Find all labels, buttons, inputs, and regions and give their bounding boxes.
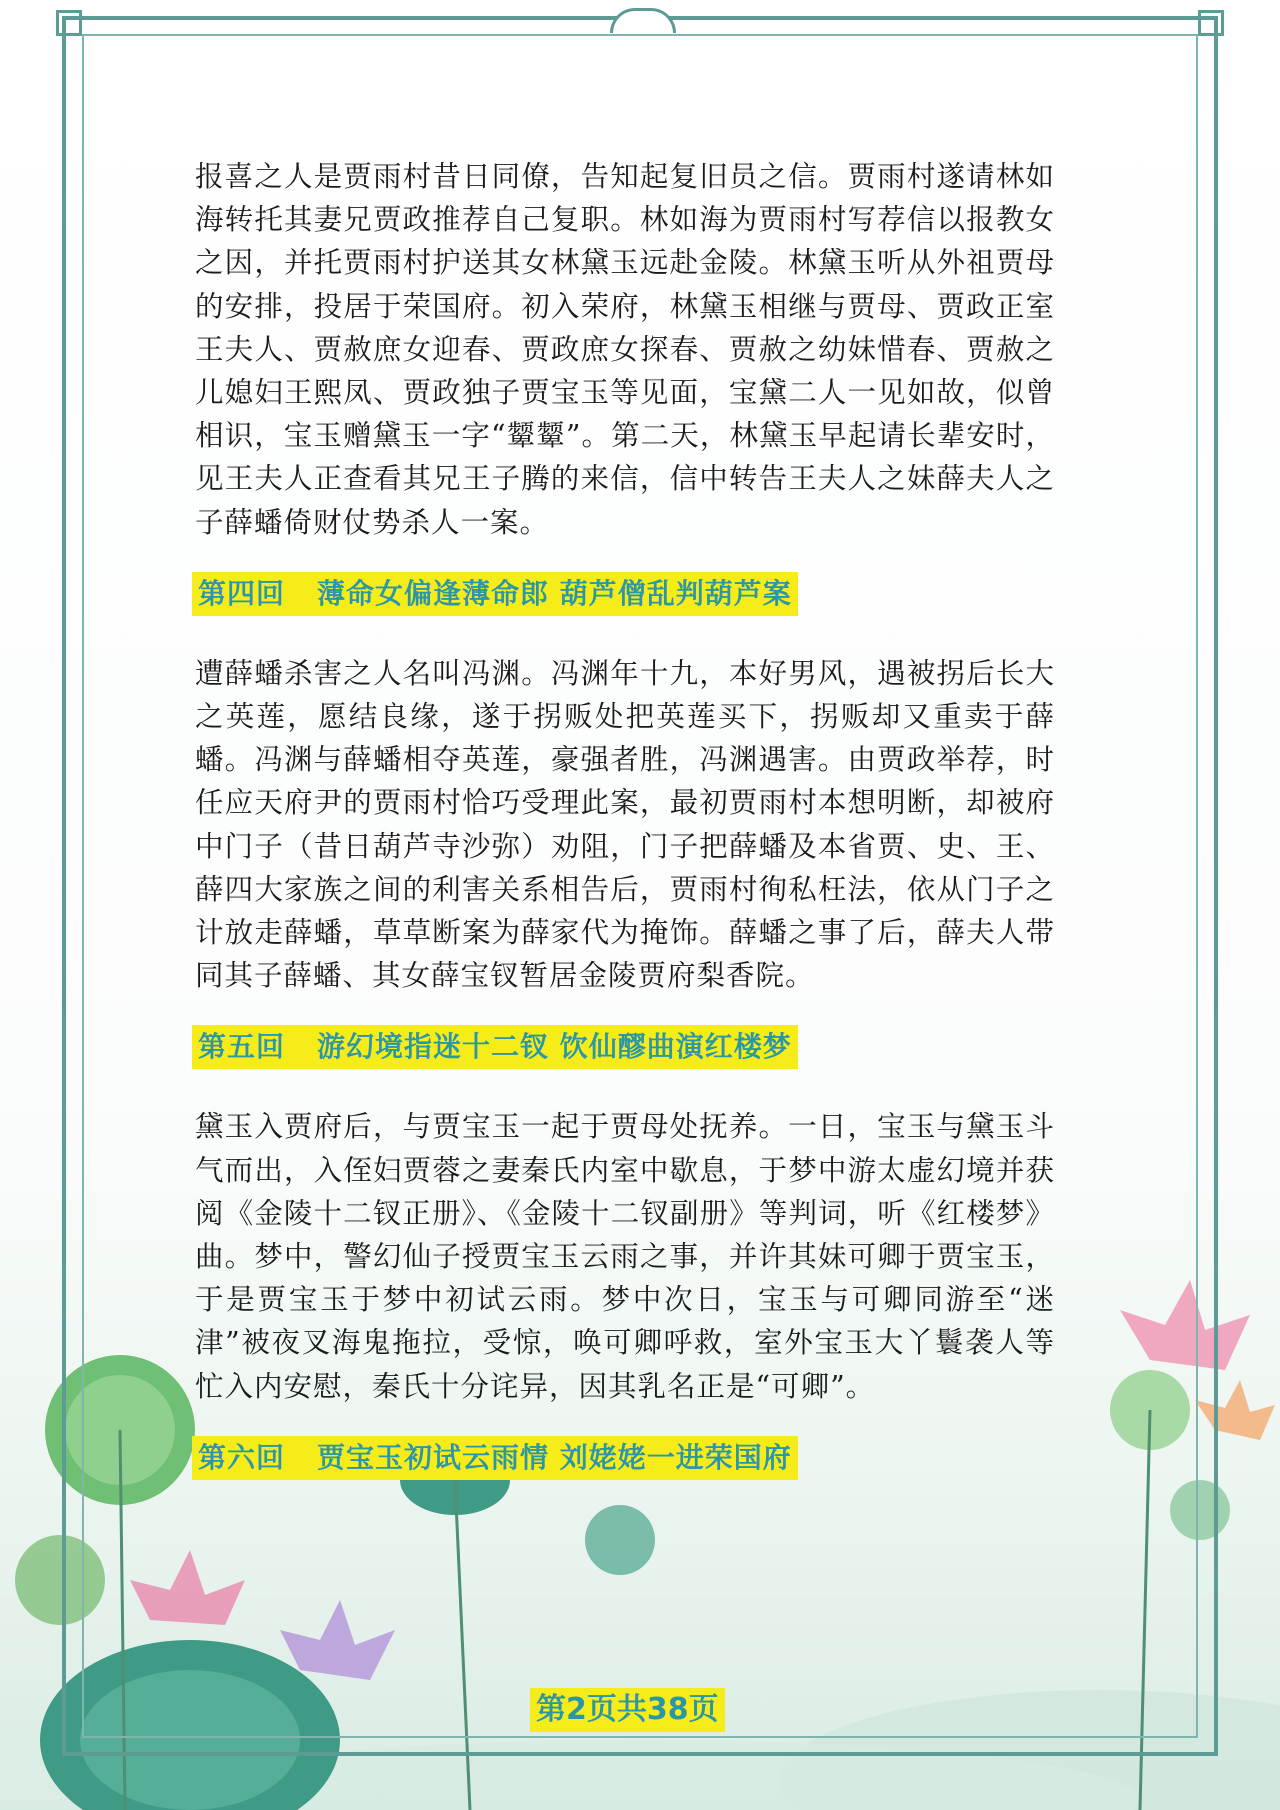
chapter-heading-row [192, 1025, 1055, 1069]
chapter-heading [192, 1025, 798, 1069]
corner-ornament [56, 10, 82, 36]
chapter-title: 贾宝玉初试云雨情 刘姥姥一进荣国府 [317, 1440, 792, 1474]
chapter-heading-row [192, 1436, 1055, 1480]
chapter-number: 第五回 [198, 1030, 286, 1064]
chapter-heading [192, 572, 798, 616]
chapter-heading [192, 1436, 798, 1480]
chapter-heading-row [192, 572, 1055, 616]
document-body [195, 155, 1055, 1516]
page-number-label: 第2页共38页 [530, 1688, 725, 1732]
chapter-title: 薄命女偏逢薄命郎 葫芦僧乱判葫芦案 [317, 576, 792, 610]
chapter-number: 第四回 [198, 576, 286, 610]
chapter-title: 游幻境指迷十二钗 饮仙醪曲演红楼梦 [317, 1030, 792, 1064]
paragraph: 报喜之人是贾雨村昔日同僚，告知起复旧员之信。贾雨村遂请林如海转托其妻兄贾政推荐自己复职。林如海为贾雨村写荐信以报教女之因，并托贾雨村护送其女林黛玉远赴金陵。林黛玉听从外祖贾母的安排，投居于荣国府。初入荣府，林黛玉相继与贾母、贾政正室王夫人、贾赦庶女迎春、贾政庶女探春、贾赦之幼妹惜春、贾赦之儿媳妇王熙凤、贾政独子贾宝玉等见面，宝黛二人一见如故，似曾相识，宝玉赠黛玉一字“颦颦”。第二天，林黛玉早起请长辈安时，见王夫人正查看其兄王子腾的来信，信中转告王夫人之妹薛夫人之子薛蟠倚财仗势杀人一案。 [195, 160, 1055, 539]
paragraph: 遭薛蟠杀害之人名叫冯渊。冯渊年十九，本好男风，遇被拐后长大之英莲，愿结良缘，遂于拐贩处把英莲买下，拐贩却又重卖于薛蟠。冯渊与薛蟠相夺英莲，豪强者胜，冯渊遇害。由贾政举荐，时任应天府尹的贾雨村恰巧受理此案，最初贾雨村本想明断，却被府中门子（昔日葫芦寺沙弥）劝阻，门子把薛蟠及本省贾、史、王、薛四大家族之间的利害关系相告后，贾雨村徇私枉法，依从门子之计放走薛蟠，草草断案为薛家代为掩饰。薛蟠之事了后，薛夫人带同其子薛蟠、其女薛宝钗暂居金陵贾府梨香院。 [195, 656, 1055, 993]
paragraph: 黛玉入贾府后，与贾宝玉一起于贾母处抚养。一日，宝玉与黛玉斗气而出，入侄妇贾蓉之妻秦氏内室中歇息，于梦中游太虚幻境并获阅《金陵十二钗正册》、《金陵十二钗副册》等判词，听《红楼梦》曲。梦中，警幻仙子授贾宝玉云雨之事，并许其妹可卿于贾宝玉，于是贾宝玉于梦中初试云雨。梦中次日，宝玉与可卿同游至“迷津”被夜叉海鬼拖拉，受惊，唤可卿呼救，室外宝玉大丫鬟袭人等忙入内安慰，秦氏十分诧异，因其乳名正是“可卿”。 [195, 1110, 1055, 1403]
corner-ornament [1198, 10, 1224, 36]
chapter-number: 第六回 [198, 1440, 286, 1474]
